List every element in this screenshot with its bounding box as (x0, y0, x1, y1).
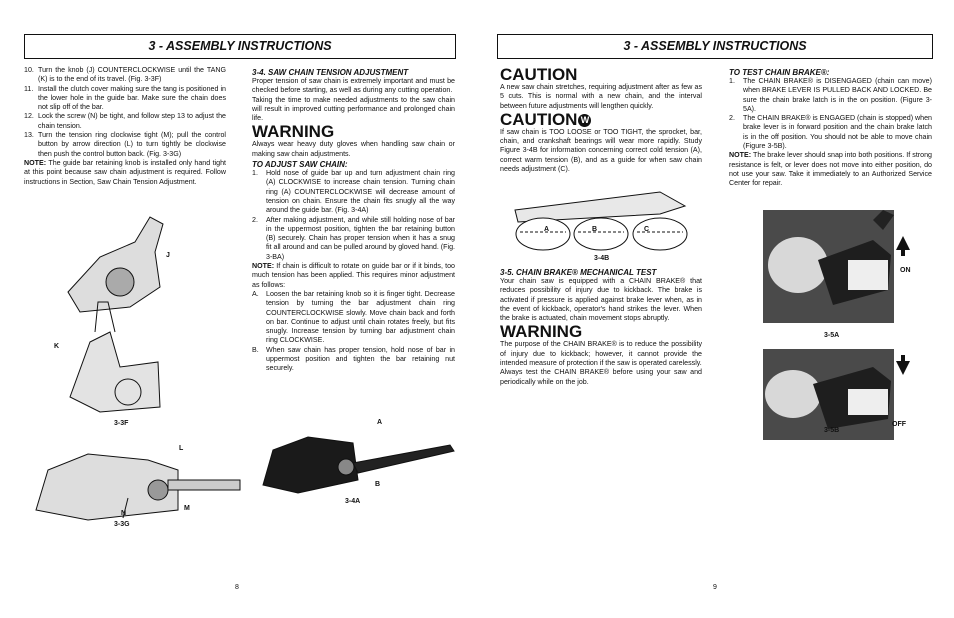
column-2 (252, 68, 455, 374)
adjust-step-2: 2. After making adjustment, and while still holding nose of bar in the uppermost position, tighten the bar retaining button (B) securely. Chain has proper tension when it has a snug fit all around and can be pulled around by gloved hand. (Fig. 3-BA) (252, 215, 455, 261)
label-k: K (54, 343, 60, 350)
figure-3-4b-illustration (510, 182, 695, 254)
left-section-header (24, 34, 456, 59)
tension-paragraph-1: Proper tension of saw chain is extremely important and must be checked before starting, as well as during any cutting operation. (252, 77, 455, 95)
arrow-icon-2 (894, 353, 912, 379)
on-label: ON (900, 267, 911, 274)
figure-3-3g-illustration (28, 440, 243, 525)
label-m: M (184, 505, 190, 512)
figure-3-3f-caption: 3-3F (114, 420, 129, 427)
caution-text-1: A new saw chain stretches, requiring adjustment after as few as 5 cuts. This is normal with a new chain, and the interval between future adjustments will lengthen quickly. (500, 83, 702, 110)
figure-3-5a-photo (763, 210, 894, 323)
figure-3-3g-caption: 3-3G (114, 521, 130, 528)
label-a: A (377, 419, 383, 426)
figure-3-3f-illustration (60, 212, 190, 422)
left-header-title: 3 - ASSEMBLY INSTRUCTIONS (148, 39, 332, 53)
column-3 (500, 66, 702, 174)
step-13: 13. Turn the tension ring clockwise tight (M); pull the control button by arrow direction (L) to turn tightly be clockwise then push the control button back. (Fig. 3-3G) (24, 131, 226, 158)
test-step-2: 2. The CHAIN BRAKE® is ENGAGED (chain is stopped) when brake lever is in forward position and the chain brake latch is in the off position. You should not be able to move chain (Figure 3-5B). (729, 114, 932, 151)
figure-3-5b-caption: 3-5B (824, 427, 840, 434)
warning-heading-2: WARNING (500, 322, 583, 342)
section-3-4-heading: 3-4. SAW CHAIN TENSION ADJUSTMENT (252, 68, 409, 77)
adjust-note: NOTE: If chain is difficult to rotate on guide bar or if it binds, too much tension has been applied. This requires minor adjustment as follows: (252, 262, 455, 289)
test-brake-subheading: TO TEST CHAIN BRAKE®: (729, 68, 830, 77)
note-paragraph: NOTE: The guide bar retaining knob is installed only hand tight at this point because saw chain adjustment is required. Follow instructions in Section, Saw Chain Tension Adjustment. (24, 158, 226, 186)
adjust-substep-a: A. Loosen the bar retaining knob so it is finger tight. Decrease tension by turning the bar adjustment chain ring COUNTERCLOCKWISE slowly. Move chain back and forth on bar. Continue to adjust until chain rotates freely, but fits snugly. Increase tension by turning bar adjustment chain ring CLOCKWISE. (252, 289, 455, 345)
figure-3-4a-caption: 3-4A (345, 498, 361, 505)
arrow-icon (894, 232, 912, 258)
tension-paragraph-2: Taking the time to make needed adjustments to the saw chain will result in improved cutting performance and prolonged chain life. (252, 95, 455, 123)
off-label: OFF (892, 421, 906, 428)
warning-badge-icon: W (578, 114, 591, 127)
test-brake-paragraph: Always test the CHAIN BRAKE® before using your saw and periodically while on the job. (500, 368, 702, 386)
test-note: NOTE: The brake lever should snap into both positions. If strong resistance is felt, or lever does not move into either position, do not use your saw. Take it immediately to an Authorized Service Center for repair. (729, 151, 932, 188)
column-4 (729, 68, 932, 189)
figure-label-a: A (544, 226, 550, 233)
adjust-step-1: 1. Hold nose of guide bar up and turn adjustment chain ring (A) CLOCKWISE to increase chain tension. Turning chain ring (A) COUNTERCLOCKWISE will decrease amount of tension on chain. Ensure the chain fits snugly all the way around the guide bar. (Fig. 3-4A) (252, 169, 455, 215)
section-3-5-heading: 3-5. CHAIN BRAKE® MECHANICAL TEST (500, 268, 657, 277)
page-number-left: 8 (235, 584, 239, 591)
test-step-1: 1. The CHAIN BRAKE® is DISENGAGED (chain can move) when BRAKE LEVER IS PULLED BACK AND LOCKED. Be sure the chain brake latch is in the on position. (Figure 3-5A). (729, 77, 932, 113)
label-l: L (179, 445, 184, 452)
figure-label-c: C (644, 226, 650, 233)
column-3-lower (500, 268, 702, 387)
figure-label-b: B (592, 226, 598, 233)
warning-text: Always wear heavy duty gloves when handling saw chain or making saw chain adjustments. (252, 140, 455, 158)
adjust-chain-subheading: TO ADJUST SAW CHAIN: (252, 160, 348, 170)
right-header-title: 3 - ASSEMBLY INSTRUCTIONS (623, 39, 807, 53)
warning-heading: WARNING (252, 122, 335, 142)
step-12: 12. Lock the screw (N) be tight, and follow step 13 to adjust the chain tension. (24, 112, 226, 130)
figure-3-5a-caption: 3-5A (824, 332, 840, 339)
caution-heading-1: CAUTION (500, 65, 578, 84)
step-10: 10. Turn the knob (J) COUNTERCLOCKWISE until the TANG (K) is to the end of its travel. (Fig. 3-3F) (24, 66, 226, 84)
chain-brake-paragraph: Your chain saw is equipped with a CHAIN BRAKE® that reduces possibility of injury due to kickback. The brake is activated if pressure is applied against brake lever when, as in the event of kickback, operator's hand strikes the lever. When the brake is actuated, chain movement stops abruptly. (500, 277, 702, 323)
caution-heading-2: CAUTION W (500, 111, 702, 128)
warning-text-2: The purpose of the CHAIN BRAKE® is to reduce the possibility of injury due to kickback; however, it cannot provide the intended measure of protection if the saw is operated carelessly. (500, 340, 702, 368)
caution-text-2: If saw chain is TOO LOOSE or TOO TIGHT, the sprocket, bar, chain, and crankshaft bearings will wear more rapidly. Study Figure 3-4B for information concerning correct cold tension (A), correct warm tension (B), and as a guide for when saw chain needs adjustment (C). (500, 127, 702, 174)
figure-3-4b-caption: 3-4B (594, 255, 610, 262)
page-number-right: 9 (713, 584, 717, 591)
label-n: N (121, 510, 127, 517)
column-1 (24, 66, 226, 187)
label-j: J (166, 252, 170, 259)
adjust-substep-b: B. When saw chain has proper tension, hold nose of bar in uppermost position and tighten the bar retaining nut securely. (252, 345, 455, 373)
right-section-header (497, 34, 933, 59)
step-11: 11. Install the clutch cover making sure the tang is positioned in the lower hole in the guide bar. Make sure the chain does not slip off of the bar. (24, 84, 226, 112)
figure-3-4a-illustration (258, 425, 458, 500)
label-b: B (375, 481, 381, 488)
